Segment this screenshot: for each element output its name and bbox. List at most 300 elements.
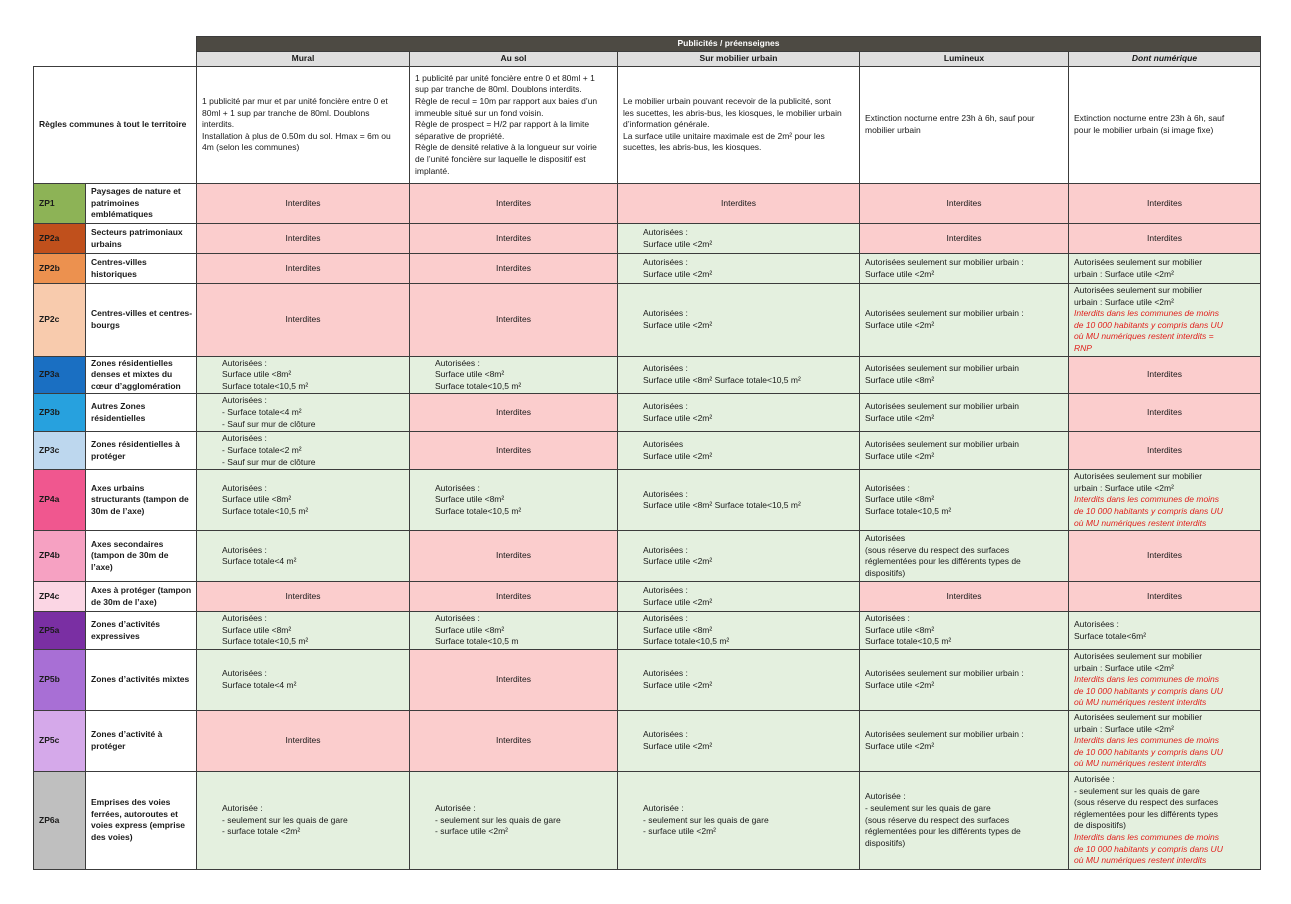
cell-text-line: Surface utile <8m² [865, 624, 935, 635]
cell-text-line: urbain : Surface utile <2m² [1074, 482, 1174, 493]
cell-text-line: Autorisées : [643, 401, 688, 412]
cell-text-line: Autorisée : [643, 803, 684, 814]
cell-autorisees-mobilier [618, 582, 860, 612]
cell-text-line: 1 publicité par mur et par unité foncière entre 0 et [202, 96, 388, 107]
zone-name [86, 356, 197, 394]
col-header-lumineux: Lumineux [860, 52, 1069, 67]
cell-text-line: - Surface totale<2 m² [222, 444, 302, 455]
zone-code: ZP4b [34, 531, 86, 582]
cell-text-line: Emprises des voies [91, 797, 171, 808]
zone-code: ZP4c [34, 582, 86, 612]
common-rule-numerique [1069, 67, 1261, 184]
cell-text-line: Surface utile <8m² [222, 624, 292, 635]
cell-text-line: - Surface totale<4 m² [222, 407, 302, 418]
cell-text-line: voies express (emprise [91, 820, 186, 831]
cell-text-line: Autorisées seulement sur mobilier urbain [865, 363, 1020, 374]
cell-text-line: Surface utile <8m² Surface totale<10,5 m² [643, 374, 801, 385]
cell-autorisees-mobilier [618, 612, 860, 650]
cell-text-line: - seulement sur les quais de gare [643, 814, 769, 825]
zone-row [34, 612, 1261, 650]
cell-text-line: Autorisées seulement sur mobilier urbain [865, 439, 1020, 450]
cell-text-line: d’information générale. [623, 119, 710, 130]
cell-autorisees-lumineux [860, 771, 1069, 869]
restriction-note-line: où MU numériques restent interdits = [1074, 331, 1214, 342]
cell-text-line: bourgs [91, 319, 120, 330]
cell-autorisees-mural [197, 356, 410, 394]
cell-autorisees-mural [197, 771, 410, 869]
cell-text-line: Règle de prospect = H/2 par rapport à la limite [415, 119, 590, 130]
cell-text-line: Autorisées seulement sur mobilier urbain : [865, 256, 1024, 267]
cell-text-line: Autorisée : [865, 791, 906, 802]
cell-text-line: pour le mobilier urbain (si image fixe) [1074, 125, 1214, 135]
cell-autorisees-mural [197, 531, 410, 582]
cell-autorisees-lumineux [860, 531, 1069, 582]
cell-text-line: Règle de densité relative à la longueur sur voirie [415, 142, 597, 153]
zone-row [34, 582, 1261, 612]
cell-autorisees-mobilier [618, 710, 860, 771]
cell-text-line: - surface totale <2m² [222, 826, 301, 837]
restriction-note-line: où MU numériques restent interdits [1074, 855, 1207, 866]
cell-interdites-numerique: Interdites [1069, 184, 1261, 224]
cell-text-line: Surface utile <8m² [865, 374, 935, 385]
col-header-mural: Mural [197, 52, 410, 67]
cell-text-line: - seulement sur les quais de gare [435, 814, 561, 825]
cell-autorisees-mobilier [618, 394, 860, 432]
zone-name [86, 531, 197, 582]
cell-autorisees-au-sol [410, 356, 618, 394]
zone-row [34, 432, 1261, 470]
cell-text-line: Zones résidentielles [91, 357, 173, 368]
cell-text-line: implanté. [415, 165, 450, 176]
cell-text-line: historiques [91, 268, 137, 279]
cell-autorisees-mobilier [618, 432, 860, 470]
cell-text-line: Surface utile <2m² [643, 268, 713, 279]
cell-autorisees-lumineux [860, 394, 1069, 432]
cell-text-line: urbain : Surface utile <2m² [1074, 723, 1174, 734]
cell-text-line: Surface utile <8m² [435, 624, 505, 635]
cell-text-line: l’axe) [91, 561, 113, 572]
cell-interdites-lumineux: Interdites [860, 582, 1069, 612]
cell-autorisees-lumineux [860, 612, 1069, 650]
cell-interdites-lumineux: Interdites [860, 184, 1069, 224]
cell-text-line: Extinction nocturne entre 23h à 6h, sauf pour [865, 113, 1035, 124]
cell-autorisees-au-sol [410, 612, 618, 650]
cell-text-line: Surface utile <8m² [865, 494, 935, 505]
cell-text-line: - seulement sur les quais de gare [1074, 785, 1200, 796]
cell-text-line: Secteurs patrimoniaux [91, 226, 183, 237]
zone-row [34, 771, 1261, 869]
restriction-note-line: où MU numériques restent interdits [1074, 517, 1207, 528]
zone-row [34, 254, 1261, 284]
cell-text-line: de dispositifs) [1074, 820, 1126, 831]
cell-text-line: Autorisée : [1074, 774, 1115, 785]
cell-autorisees-mural [197, 612, 410, 650]
cell-text-line: Surface utile <2m² [643, 238, 713, 249]
cell-text-line: Surface utile <2m² [643, 450, 713, 461]
cell-interdites-mobilier: Interdites [618, 184, 860, 224]
cell-autorisees-mural [197, 470, 410, 531]
cell-autorisees-lumineux [860, 710, 1069, 771]
cell-autorisees-mural [197, 432, 410, 470]
zone-code: ZP3a [34, 356, 86, 394]
zone-row [34, 394, 1261, 432]
cell-text-line: Surface utile <8m² [435, 494, 505, 505]
cell-interdites-numerique: Interdites [1069, 224, 1261, 254]
cell-text-line: Autorisées : [222, 613, 267, 624]
zone-name [86, 710, 197, 771]
cell-autorisees-numerique [1069, 649, 1261, 710]
cell-autorisees-numerique [1069, 254, 1261, 284]
cell-autorisees-au-sol [410, 470, 618, 531]
cell-text-line: Surface utile <2m² [865, 412, 935, 423]
cell-text-line: Autorisées [865, 532, 906, 543]
cell-text-line: Surface totale<10,5 m² [435, 505, 522, 516]
cell-text-line: Autorisées : [643, 308, 688, 319]
cell-text-line: Autorisée : [222, 803, 263, 814]
restriction-note-line: de 10 000 habitants y compris dans UU [1074, 319, 1223, 330]
cell-text-line: les sucettes, les abris-bus, les kiosques, le mobilier urbain [623, 107, 842, 118]
corner-blank [34, 37, 197, 52]
cell-text-line: structurants (tampon de [91, 494, 189, 505]
restriction-note-line: Interdits dans les communes de moins [1074, 674, 1220, 685]
cell-text-line: protéger [91, 740, 126, 751]
cell-text-line: urbains [91, 238, 122, 249]
cell-interdites-mural: Interdites [197, 184, 410, 224]
cell-text-line: Zones résidentielles à [91, 439, 180, 450]
cell-text-line: expressives [91, 630, 140, 641]
restriction-note-line: où MU numériques restent interdits [1074, 758, 1207, 769]
cell-text-line: Surface utile <2m² [643, 740, 713, 751]
cell-interdites-mural: Interdites [197, 284, 410, 357]
cell-text-line: Autorisée : [435, 803, 476, 814]
cell-text-line: 80ml + 1 sup par tranche de 80ml. Doublons [202, 107, 370, 118]
cell-autorisees-mural [197, 649, 410, 710]
cell-text-line: Surface utile <8m² [435, 369, 505, 380]
cell-interdites-au-sol: Interdites [410, 394, 618, 432]
cell-text-line: Paysages de nature et [91, 186, 181, 197]
restriction-note-line: Interdits dans les communes de moins [1074, 308, 1220, 319]
cell-autorisees-lumineux [860, 649, 1069, 710]
cell-text-line: La surface utile unitaire maximale est de 2m² pour les [623, 130, 825, 141]
regulation-table [33, 36, 1261, 870]
cell-text-line: Extinction nocturne entre 23h à 6h, sauf [1074, 113, 1225, 124]
zone-name [86, 224, 197, 254]
cell-interdites-mural: Interdites [197, 254, 410, 284]
cell-interdites-au-sol: Interdites [410, 710, 618, 771]
cell-text-line: Surface utile <2m² [643, 596, 713, 607]
cell-interdites-mural: Interdites [197, 710, 410, 771]
cell-interdites-numerique: Interdites [1069, 582, 1261, 612]
group-header-row [34, 37, 1261, 52]
column-header-row [34, 52, 1261, 67]
cell-text-line: Surface utile <8m² [222, 369, 292, 380]
cell-text-line: Centres-villes [91, 256, 147, 267]
common-rule-mural [197, 67, 410, 184]
cell-text-line: Axes à protéger (tampon [91, 585, 192, 596]
cell-text-line: Surface totale<10,5 m² [222, 380, 309, 391]
zone-row [34, 531, 1261, 582]
cell-autorisees-numerique [1069, 470, 1261, 531]
cell-text-line: Règle de recul = 10m par rapport aux baies d’un [415, 96, 598, 107]
cell-text-line: protéger [91, 450, 126, 461]
cell-autorisees-lumineux [860, 432, 1069, 470]
cell-text-line: Surface utile <2m² [643, 412, 713, 423]
zone-row [34, 649, 1261, 710]
cell-interdites-au-sol: Interdites [410, 284, 618, 357]
zone-name [86, 649, 197, 710]
cell-text-line: Surface utile <2m² [865, 740, 935, 751]
restriction-note-line: de 10 000 habitants y compris dans UU [1074, 685, 1223, 696]
cell-text-line: sucettes, les abris-bus, les kiosques. [623, 142, 762, 153]
zone-code: ZP2a [34, 224, 86, 254]
cell-autorisees-lumineux [860, 470, 1069, 531]
cell-autorisees-au-sol [410, 771, 618, 869]
zone-code: ZP5c [34, 710, 86, 771]
restriction-note-line: de 10 000 habitants y compris dans UU [1074, 843, 1223, 854]
cell-text-line: Autorisées : [222, 668, 267, 679]
zone-name [86, 470, 197, 531]
cell-autorisees-lumineux [860, 284, 1069, 357]
col-header-mobilier-urbain: Sur mobilier urbain [618, 52, 860, 67]
col-header-numerique: Dont numérique [1069, 52, 1261, 67]
cell-text-line: Autorisées seulement sur mobilier [1074, 650, 1203, 661]
cell-text-line: (tampon de 30m de [91, 550, 169, 561]
zone-row [34, 710, 1261, 771]
zone-code: ZP4a [34, 470, 86, 531]
cell-text-line: Autorisées : [435, 482, 480, 493]
cell-text-line: de 30m de l’axe) [91, 596, 157, 607]
cell-interdites-au-sol: Interdites [410, 582, 618, 612]
cell-text-line: Surface utile <2m² [865, 450, 935, 461]
restriction-note-line: de 10 000 habitants y compris dans UU [1074, 505, 1223, 516]
cell-text-line: Axes urbains [91, 482, 145, 493]
cell-interdites-mural: Interdites [197, 224, 410, 254]
cell-text-line: Autorisées : [643, 585, 688, 596]
cell-text-line: Autorisées : [222, 482, 267, 493]
cell-text-line: urbain : Surface utile <2m² [1074, 296, 1174, 307]
cell-text-line: Autorisées : [643, 544, 688, 555]
cell-text-line: Autorisées seulement sur mobilier urbain : [865, 308, 1024, 319]
cell-text-line: Surface totale<10,5 m² [865, 505, 952, 516]
common-rules-row [34, 67, 1261, 184]
cell-interdites-au-sol: Interdites [410, 254, 618, 284]
common-rules-label: Règles communes à tout le territoire [34, 67, 197, 184]
cell-text-line: Installation à plus de 0.50m du sol. Hmax = 6m ou [202, 130, 391, 141]
cell-text-line: Autorisées : [643, 488, 688, 499]
cell-text-line: 1 publicité par unité foncière entre 0 et 80ml + 1 [415, 72, 595, 83]
cell-autorisees-mobilier [618, 254, 860, 284]
cell-text-line: réglementées pour les différents types de [865, 556, 1021, 567]
cell-text-line: - Sauf sur mur de clôture [222, 418, 316, 429]
cell-text-line: Surface totale<10,5 m² [435, 380, 522, 391]
cell-text-line: urbain : Surface utile <2m² [1074, 268, 1174, 279]
cell-text-line: séparative de propriété. [415, 130, 505, 141]
cell-text-line: ferrées, autoroutes et [91, 808, 178, 819]
cell-autorisees-mobilier [618, 531, 860, 582]
cell-autorisees-lumineux [860, 254, 1069, 284]
cell-text-line: réglementées pour les différents types [1074, 808, 1218, 819]
cell-text-line: Autorisées : [643, 363, 688, 374]
cell-text-line: Surface utile <2m² [865, 319, 935, 330]
restriction-note-line: de 10 000 habitants y compris dans UU [1074, 746, 1223, 757]
cell-text-line: résidentielles [91, 412, 146, 423]
cell-interdites-mural: Interdites [197, 582, 410, 612]
cell-text-line: Le mobilier urbain pouvant recevoir de la publicité, sont [623, 96, 831, 107]
cell-text-line: (sous réserve du respect des surfaces [865, 544, 1010, 555]
cell-text-line: Autorisées seulement sur mobilier [1074, 711, 1203, 722]
zone-row [34, 184, 1261, 224]
zone-code: ZP5b [34, 649, 86, 710]
cell-interdites-au-sol: Interdites [410, 184, 618, 224]
zone-code: ZP6a [34, 771, 86, 869]
cell-text-line: patrimoines [91, 197, 140, 208]
cell-text-line: Surface utile <2m² [643, 679, 713, 690]
zone-row [34, 224, 1261, 254]
cell-text-line: - seulement sur les quais de gare [222, 814, 348, 825]
cell-text-line: dispositifs) [865, 837, 906, 848]
cell-text-line: Autorisées : [643, 613, 688, 624]
zone-name [86, 612, 197, 650]
cell-text-line: sup par tranche de 80ml. Doublons interdits. [415, 84, 582, 95]
cell-text-line: emblématiques [91, 209, 153, 220]
cell-text-line: Autorisées : [643, 226, 688, 237]
group-title: Publicités / préenseignes [197, 37, 1261, 52]
cell-text-line: Surface utile <2m² [865, 679, 935, 690]
cell-text-line: Surface utile <2m² [643, 319, 713, 330]
cell-text-line: Surface totale<10,5 m² [222, 636, 309, 647]
cell-interdites-lumineux: Interdites [860, 224, 1069, 254]
cell-text-line: (sous réserve du respect des surfaces [865, 814, 1010, 825]
cell-interdites-numerique: Interdites [1069, 531, 1261, 582]
cell-autorisees-mobilier [618, 224, 860, 254]
cell-interdites-au-sol: Interdites [410, 649, 618, 710]
cell-autorisees-numerique [1069, 710, 1261, 771]
cell-text-line: des voies) [91, 832, 133, 842]
zone-row [34, 470, 1261, 531]
zone-name [86, 394, 197, 432]
cell-autorisees-numerique [1069, 771, 1261, 869]
zone-row [34, 284, 1261, 357]
restriction-note-line: où MU numériques restent interdits [1074, 697, 1207, 708]
common-rule-lumineux [860, 67, 1069, 184]
common-rule-mobilier [618, 67, 860, 184]
cell-text-line: Autorisées : [865, 482, 910, 493]
cell-text-line: mobilier urbain [865, 125, 921, 135]
cell-text-line: - surface utile <2m² [435, 826, 508, 837]
cell-text-line: Autorisées seulement sur mobilier urbain [865, 401, 1020, 412]
cell-autorisees-mobilier [618, 771, 860, 869]
zone-code: ZP2b [34, 254, 86, 284]
cell-text-line: Surface utile <8m² [643, 624, 713, 635]
cell-text-line: Surface totale<6m² [1074, 630, 1147, 641]
cell-text-line: Autorisées seulement sur mobilier urbain : [865, 729, 1024, 740]
cell-text-line: Autorisées : [435, 357, 480, 368]
cell-text-line: Autorisées [643, 439, 684, 450]
cell-text-line: Surface totale<4 m² [222, 556, 297, 567]
zone-code: ZP3b [34, 394, 86, 432]
restriction-note-line: Interdits dans les communes de moins [1074, 494, 1220, 505]
cell-text-line: Zones d’activités [91, 618, 160, 629]
cell-interdites-numerique: Interdites [1069, 394, 1261, 432]
zone-name [86, 254, 197, 284]
cell-text-line: Autorisées : [1074, 618, 1119, 629]
cell-text-line: Autorisées : [222, 357, 267, 368]
cell-text-line: Zones d’activité à [91, 729, 163, 740]
common-rule-au-sol [410, 67, 618, 184]
cell-autorisees-numerique [1069, 284, 1261, 357]
cell-text-line: Autorisées : [222, 395, 267, 406]
cell-autorisees-mobilier [618, 356, 860, 394]
cell-text-line: Autorisées : [643, 729, 688, 740]
cell-text-line: dispositifs) [865, 567, 906, 578]
zone-code: ZP1 [34, 184, 86, 224]
zone-code: ZP3c [34, 432, 86, 470]
cell-autorisees-mobilier [618, 470, 860, 531]
cell-text-line: Autorisées seulement sur mobilier urbain : [865, 668, 1024, 679]
regulation-table-wrapper [33, 36, 1261, 870]
zone-name [86, 582, 197, 612]
restriction-note-line: Interdits dans les communes de moins [1074, 735, 1220, 746]
cell-text-line: immeuble situé sur un fond voisin. [415, 107, 544, 118]
cell-text-line: réglementées pour les différents types de [865, 826, 1021, 837]
cell-text-line: Autorisées : [865, 613, 910, 624]
cell-text-line: Autres Zones [91, 401, 146, 412]
zone-code: ZP5a [34, 612, 86, 650]
cell-text-line: Surface totale<10,5 m² [865, 636, 952, 647]
cell-autorisees-numerique [1069, 612, 1261, 650]
cell-text-line: interdits. [202, 119, 235, 130]
restriction-note-line: RNP [1074, 342, 1092, 353]
cell-text-line: Autorisées seulement sur mobilier [1074, 285, 1203, 295]
cell-autorisees-mobilier [618, 284, 860, 357]
cell-text-line: Surface utile <2m² [643, 556, 713, 567]
zone-name [86, 184, 197, 224]
cell-text-line: Autorisées : [643, 668, 688, 679]
cell-text-line: urbain : Surface utile <2m² [1074, 662, 1174, 673]
cell-text-line: Surface utile <8m² [222, 494, 292, 505]
cell-text-line: Surface totale<10,5 m [435, 636, 519, 647]
zone-name [86, 432, 197, 470]
cell-text-line: Surface utile <2m² [865, 268, 935, 279]
zone-name [86, 771, 197, 869]
cell-text-line: cœur d’agglomération [91, 380, 181, 391]
cell-text-line: de l’unité foncière sur laquelle le dispositif est [415, 153, 586, 164]
cell-text-line: 4m (selon les communes) [202, 142, 300, 153]
cell-text-line: Autorisées : [222, 433, 267, 444]
cell-autorisees-mobilier [618, 649, 860, 710]
corner-blank-2 [34, 52, 197, 67]
cell-text-line: Autorisées seulement sur mobilier [1074, 471, 1203, 482]
cell-text-line: - seulement sur les quais de gare [865, 803, 991, 814]
zone-name [86, 284, 197, 357]
cell-text-line: denses et mixtes du [91, 369, 173, 380]
col-header-au-sol: Au sol [410, 52, 618, 67]
cell-text-line: (sous réserve du respect des surfaces [1074, 797, 1219, 808]
cell-interdites-au-sol: Interdites [410, 531, 618, 582]
cell-autorisees-lumineux [860, 356, 1069, 394]
cell-text-line: Autorisées : [222, 544, 267, 555]
cell-text-line: - Sauf sur mur de clôture [222, 456, 316, 467]
cell-text-line: Autorisées : [435, 613, 480, 624]
restriction-note-line: Interdits dans les communes de moins [1074, 832, 1220, 842]
cell-text-line: Autorisées : [643, 256, 688, 267]
cell-text-line: Surface totale<10,5 m² [222, 505, 309, 516]
cell-text-line: - surface utile <2m² [643, 826, 716, 837]
cell-interdites-numerique: Interdites [1069, 432, 1261, 470]
cell-text-line: Autorisées seulement sur mobilier [1074, 256, 1203, 267]
cell-text-line: Surface utile <8m² Surface totale<10,5 m² [643, 500, 801, 511]
zone-code: ZP2c [34, 284, 86, 357]
